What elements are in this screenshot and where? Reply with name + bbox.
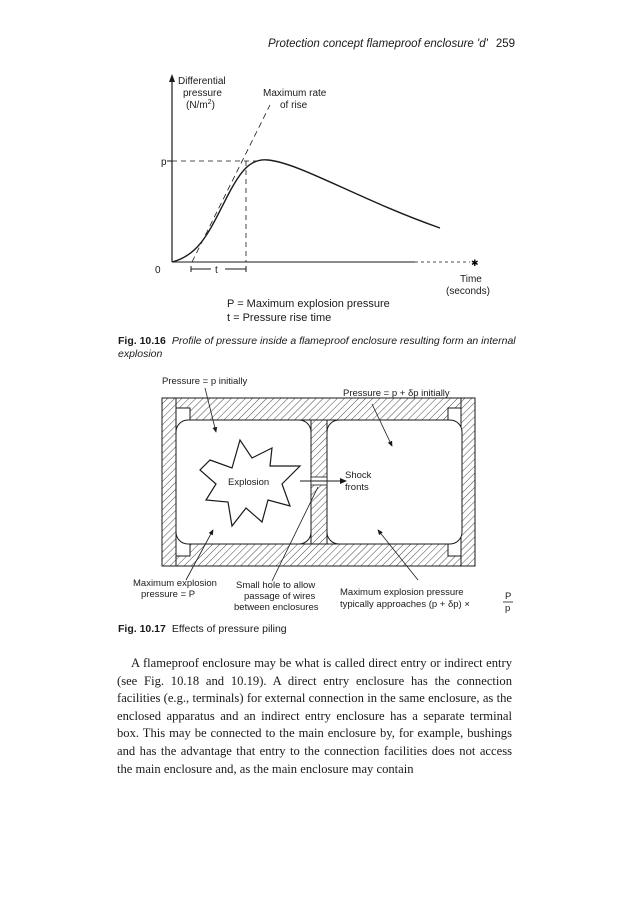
fraction-denominator: p — [505, 603, 511, 614]
label-hole-line3: between enclosures — [234, 602, 319, 613]
x-axis-arrow-icon: ✱ — [471, 259, 479, 269]
body-paragraph — [117, 655, 512, 778]
fig17-caption-text: Effects of pressure piling — [171, 623, 287, 635]
fig16-caption-text: Profile of pressure inside a flameproof enclosure resulting form an internal explosion — [118, 335, 516, 360]
right-end-flange — [461, 398, 475, 566]
label-approach-line1: Maximum explosion pressure — [340, 587, 464, 598]
legend-t: t = Pressure rise time — [227, 312, 332, 324]
y-label-line1: Differential — [178, 76, 226, 87]
label-pressure-dp: Pressure = p + δp initially — [343, 388, 450, 399]
bottom-wall — [176, 544, 461, 566]
y-label-line2: pressure — [183, 88, 222, 99]
fraction-numerator: P — [505, 591, 512, 602]
label-explosion: Explosion — [228, 477, 270, 488]
label-max-line1: Maximum explosion — [133, 578, 217, 589]
fig17-pressure-piling-diagram — [0, 360, 629, 630]
fig17-caption-number: Fig. 10.17 — [118, 623, 166, 635]
rate-label-line1: Maximum rate — [263, 88, 327, 99]
page-number: 259 — [495, 38, 515, 50]
p-tick-label: p — [161, 157, 167, 168]
fig16-pressure-graph — [0, 0, 629, 340]
fig17-caption — [118, 623, 518, 636]
fig16-caption-number: Fig. 10.16 — [118, 335, 166, 347]
x-label-line2: (seconds) — [446, 286, 490, 297]
fig16-caption — [118, 335, 518, 361]
label-max-line2: pressure = P — [141, 589, 196, 600]
label-approach-line2: typically approaches (p + δp) × — [340, 599, 470, 610]
x-label-line1: Time — [460, 274, 482, 285]
rate-label-line2: of rise — [280, 100, 308, 111]
left-end-flange — [162, 398, 176, 566]
header-title: Protection concept flameproof enclosure 'd' — [267, 38, 488, 50]
label-hole-line2: passage of wires — [244, 591, 316, 602]
pressure-curve — [172, 160, 440, 262]
label-hole-line1: Small hole to allow — [236, 580, 316, 591]
y-label-line3: $(N/m^2)$ — [186, 99, 215, 111]
top-wall — [176, 398, 461, 420]
label-pressure-initial: Pressure = p initially — [162, 376, 248, 387]
zero-tick-label: 0 — [155, 265, 161, 276]
legend-p: P = Maximum explosion pressure — [227, 298, 390, 310]
y-axis-arrow-icon — [169, 74, 175, 82]
label-shock-line1: Shock — [345, 470, 372, 481]
paragraph-text: A flameproof enclosure may be what is called direct entry or indirect entry (see Fig. 10.18 and 10.19). A direct entry enclosure has the connection facilities (e.g., terminals) for external connection in the same enclosure, as the enclosed apparatus and an indirect entry enclosure has a separate terminal box. This may be connected to the main enclosure by, for example, bushings and has the advantage that entry to the connection facilities does not access the main enclosure and, as the main enclosure may contain — [117, 656, 512, 776]
label-shock-line2: fronts — [345, 482, 369, 493]
t-marker-label: t — [215, 265, 218, 276]
